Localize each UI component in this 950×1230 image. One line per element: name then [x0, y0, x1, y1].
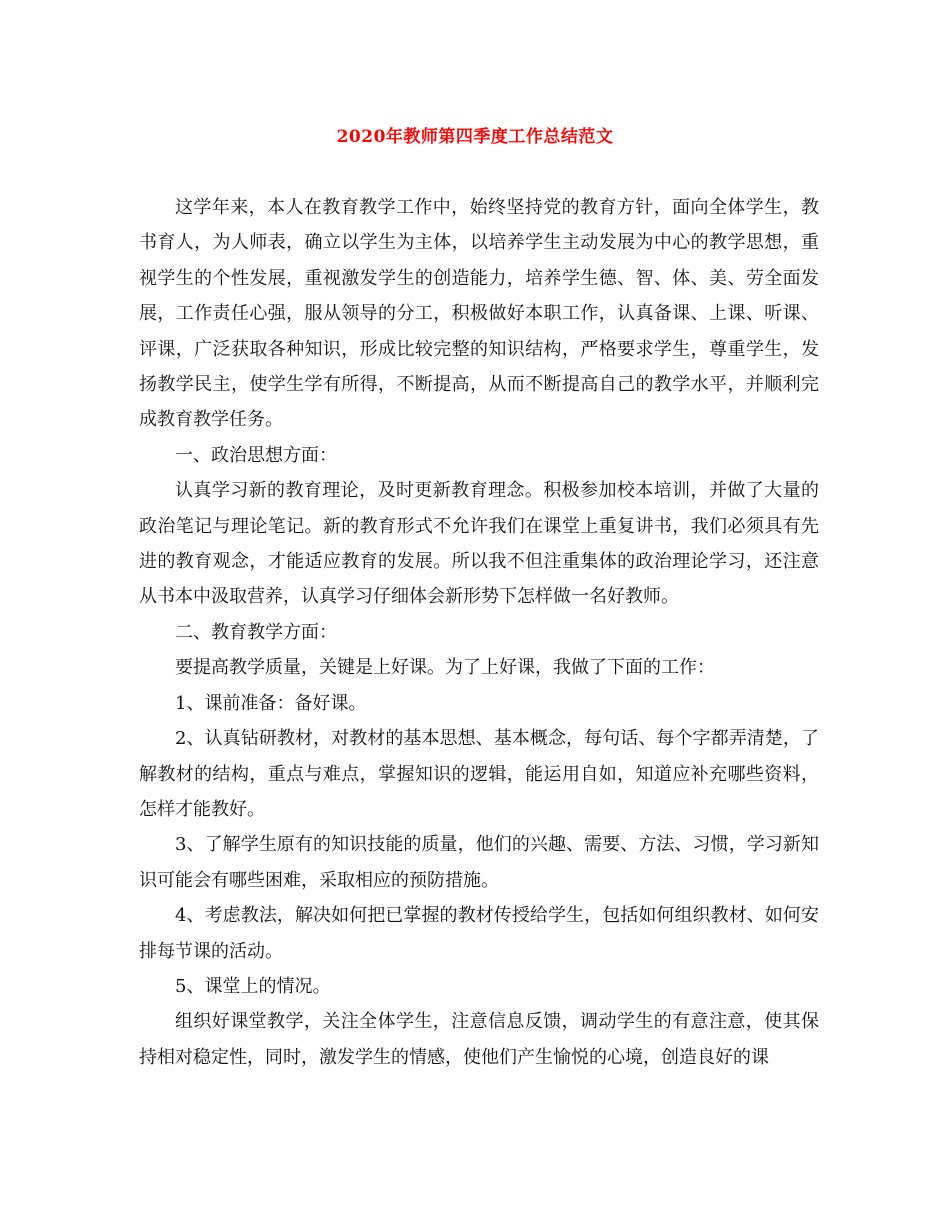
document-title: 2020年教师第四季度工作总结范文 [336, 127, 614, 147]
list-item-1: 1、课前准备：备好课。 [175, 692, 367, 714]
paragraph-classroom: 组织好课堂教学，关注全体学生，注意信息反馈，调动学生的有意注意，使其保持相对稳定性，同时，激发学生的情感，使他们产生愉悦的心境，创造良好的课 [139, 1011, 819, 1068]
paragraph-political: 认真学习新的教育理论，及时更新教育理念。积极参加校本培训，并做了大量的政治笔记与理论笔记。新的教育形式不允许我们在课堂上重复讲书，我们必须具有先进的教育观念，才能适应教育的发展。所以我不但注重集体的政治理论学习，还注意从书本中汲取营养，认真学习仔细体会新形势下怎样做一名好教师。 [139, 480, 819, 608]
document-body [139, 190, 819, 1075]
list-item-2: 2、认真钻研教材，对教材的基本思想、基本概念，每句话、每个字都弄清楚，了解教材的结构，重点与难点，掌握知识的逻辑，能运用自如，知道应补充哪些资料，怎样才能教好。 [139, 728, 819, 820]
list-item-3: 3、了解学生原有的知识技能的质量，他们的兴趣、需要、方法、习惯，学习新知识可能会有哪些困难，采取相应的预防措施。 [139, 834, 819, 891]
heading-political: 一、政治思想方面： [175, 444, 337, 466]
paragraph-intro: 这学年来，本人在教育教学工作中，始终坚持党的教育方针，面向全体学生，教书育人，为人师表，确立以学生为主体，以培养学生主动发展为中心的教学思想，重视学生的个性发展，重视激发学生的创造能力，培养学生德、智、体、美、劳全面发展，工作责任心强，服从领导的分工，积极做好本职工作，认真备课、上课、听课、评课，广泛获取各种知识，形成比较完整的知识结构，严格要求学生，尊重学生，发扬教学民主，使学生学有所得，不断提高，从而不断提高自己的教学水平，并顺利完成教育教学任务。 [139, 197, 819, 431]
list-item-4: 4、考虑教法，解决如何把已掌握的教材传授给学生，包括如何组织教材、如何安排每节课的活动。 [139, 905, 819, 962]
heading-teaching: 二、教育教学方面： [175, 621, 337, 643]
list-item-5: 5、课堂上的情况。 [175, 975, 331, 997]
paragraph-teaching-intro: 要提高教学质量，关键是上好课。为了上好课，我做了下面的工作： [175, 657, 715, 679]
